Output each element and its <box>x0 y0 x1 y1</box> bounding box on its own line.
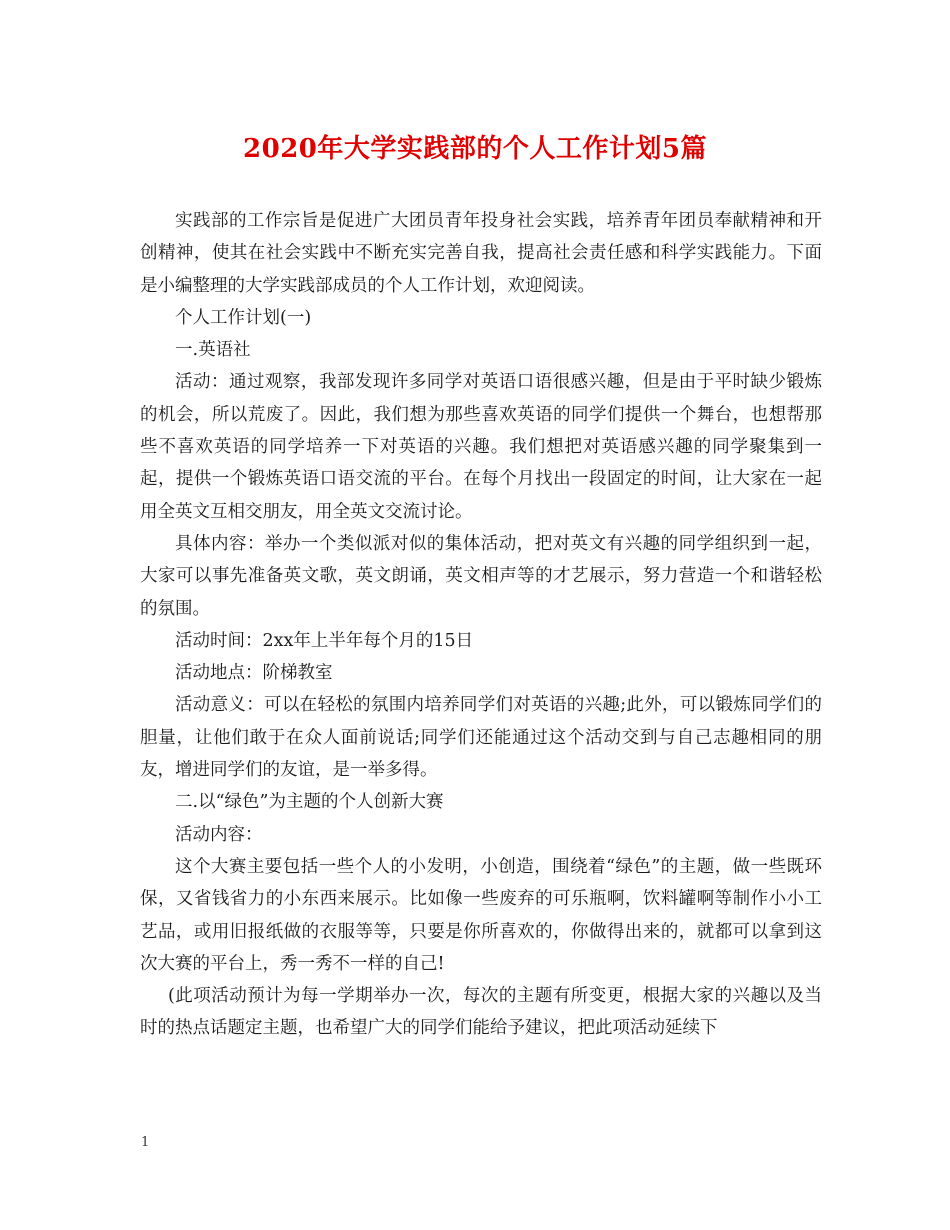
paragraph-contest-content-label: 活动内容： <box>175 824 263 845</box>
paragraph-content: 具体内容：举办一个类似派对似的集体活动，把对英文有兴趣的同学组织到一起，大家可以事先准备英文歌，英文朗诵，英文相声等的才艺展示，努力营造一个和谐轻松的氛围。 <box>140 533 822 619</box>
paragraph-contest-note: (此项活动预计为每一学期举办一次，每次的主题有所变更，根据大家的兴趣以及当时的热点话题定主题，也希望广大的同学们能给予建议，把此项活动延续下 <box>140 986 822 1039</box>
paragraph-significance: 活动意义：可以在轻松的氛围内培养同学们对英语的兴趣;此外，可以锻炼同学们的胆量，让他们敢于在众人面前说话;同学们还能通过这个活动交到与自己志趣相同的朋友，增进同学们的友谊，是一举多得。 <box>140 695 822 781</box>
paragraph-time: 活动时间：2xx年上半年每个月的15日 <box>175 630 474 651</box>
intro-paragraph: 实践部的工作宗旨是促进广大团员青年投身社会实践，培养青年团员奉献精神和开创精神，使其在社会实践中不断充实完善自我，提高社会责任感和科学实践能力。下面是小编整理的大学实践部成员的个人工作计划，欢迎阅读。 <box>140 211 822 296</box>
document-body <box>140 205 822 1045</box>
page-number: 1 <box>141 1135 150 1150</box>
subheading-english-club: 一.英语社 <box>175 340 251 361</box>
paragraph-activity: 活动：通过观察，我部发现许多同学对英语口语很感兴趣，但是由于平时缺少锻炼的机会，所以荒废了。因此，我们想为那些喜欢英语的同学们提供一个舞台，也想帮那些不喜欢英语的同学培养一下对英语的兴趣。我们想把对英语感兴趣的同学聚集到一起，提供一个锻炼英语口语交流的平台。在每个月找出一段固定的时间，让大家在一起用全英文互相交朋友，用全英文交流讨论。 <box>140 372 822 522</box>
paragraph-location: 活动地点：阶梯教室 <box>175 663 333 684</box>
section-heading-plan-1: 个人工作计划(一) <box>175 307 312 328</box>
document-title: 2020年大学实践部的个人工作计划5篇 <box>243 134 707 164</box>
subheading-green-contest: 二.以“绿色”为主题的个人创新大赛 <box>175 792 444 813</box>
paragraph-contest-description: 这个大赛主要包括一些个人的小发明，小创造，围绕着“绿色”的主题，做一些既环保，又省钱省力的小东西来展示。比如像一些废弃的可乐瓶啊，饮料罐啊等制作小小工艺品，或用旧报纸做的衣服等等，只要是你所喜欢的，你做得出来的，就都可以拿到这次大赛的平台上，秀一秀不一样的自己! <box>140 856 822 974</box>
